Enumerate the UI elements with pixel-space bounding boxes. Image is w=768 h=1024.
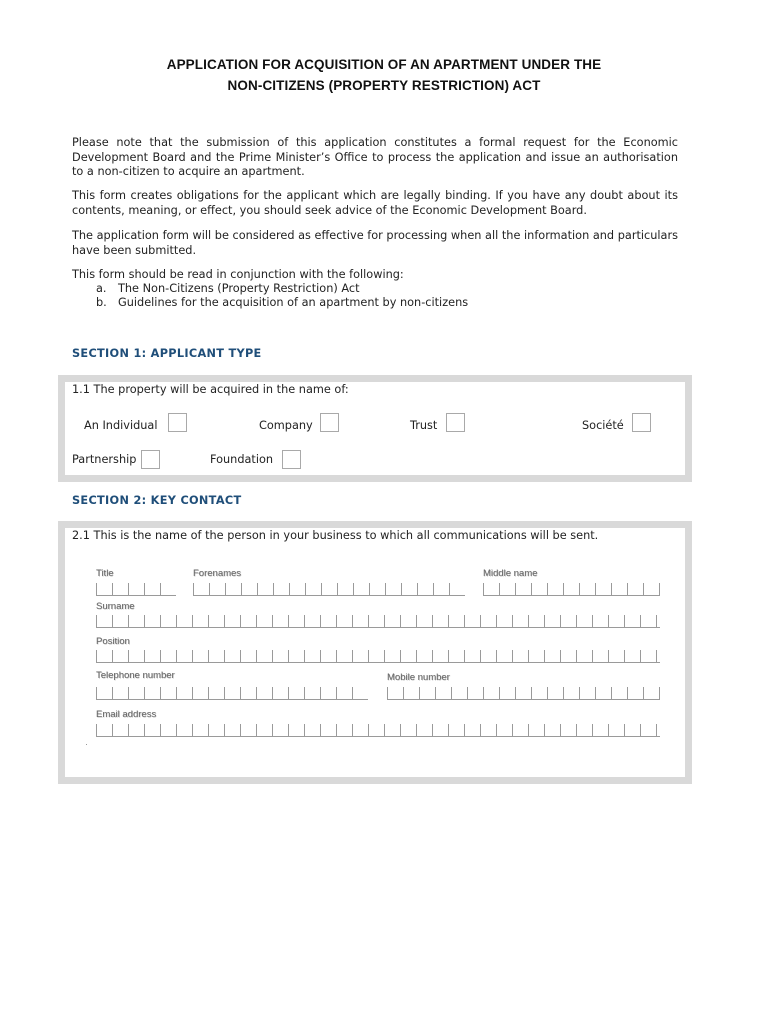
email-field[interactable] [96, 723, 660, 737]
intro-paragraph-1: Please note that the submission of this application constitutes a formal request for the Economic Development Board and the Prime Minister’s Office to process the application and issue an authorisation to a non-citizen to acquire an apartment. [72, 136, 678, 178]
checkbox-trust[interactable] [446, 413, 465, 432]
list-item-marker: b. [96, 296, 107, 309]
surname-field[interactable] [96, 614, 660, 628]
middle-name-field[interactable] [483, 582, 660, 596]
list-item-marker: a. [96, 282, 107, 295]
list-item: The Non-Citizens (Property Restriction) Act [118, 282, 360, 295]
list-item: Guidelines for the acquisition of an apartment by non-citizens [118, 296, 469, 309]
title-label: Title [96, 568, 114, 579]
section-1-heading: SECTION 1: APPLICANT TYPE [72, 347, 262, 360]
option-trust-label: Trust [410, 419, 438, 432]
title-field[interactable] [96, 582, 176, 596]
telephone-field[interactable] [96, 686, 368, 700]
question-1-1: 1.1 The property will be acquired in the name of: [72, 383, 349, 396]
option-partnership-label: Partnership [72, 453, 137, 466]
mobile-label: Mobile number [387, 672, 450, 683]
checkbox-foundation[interactable] [282, 450, 301, 469]
option-foundation-label: Foundation [210, 453, 274, 466]
checkbox-company[interactable] [320, 413, 339, 432]
option-individual-label: An Individual [84, 419, 158, 432]
section-2-heading: SECTION 2: KEY CONTACT [72, 494, 242, 507]
form-title-line-1: APPLICATION FOR ACQUISITION OF AN APARTMENT UNDER THE [166, 57, 602, 72]
form-title-line-2: NON-CITIZENS (PROPERTY RESTRICTION) ACT [227, 78, 541, 93]
telephone-label: Telephone number [96, 670, 175, 681]
mobile-field[interactable] [387, 686, 660, 700]
intro-paragraph-3: The application form will be considered as effective for processing when all the information and particulars have been submitted. [72, 229, 678, 257]
middle-name-label: Middle name [483, 568, 538, 579]
checkbox-societe[interactable] [632, 413, 651, 432]
question-2-1: 2.1 This is the name of the person in your business to which all communications will be sent. [72, 529, 599, 542]
forenames-label: Forenames [193, 568, 242, 579]
position-field[interactable] [96, 649, 660, 663]
forenames-field[interactable] [193, 582, 465, 596]
surname-label: Surname [96, 601, 135, 612]
stray-mark [86, 744, 87, 745]
checkbox-individual[interactable] [168, 413, 187, 432]
intro-paragraph-2: This form creates obligations for the applicant which are legally binding. If you have any doubt about its contents, meaning, or effect, you should seek advice of the Economic Development Board. [72, 189, 678, 217]
position-label: Position [96, 636, 130, 647]
option-societe-label: Société [582, 419, 624, 432]
email-label: Email address [96, 709, 157, 720]
option-company-label: Company [259, 419, 313, 432]
intro-paragraph-4: This form should be read in conjunction with the following: [72, 268, 404, 281]
checkbox-partnership[interactable] [141, 450, 160, 469]
